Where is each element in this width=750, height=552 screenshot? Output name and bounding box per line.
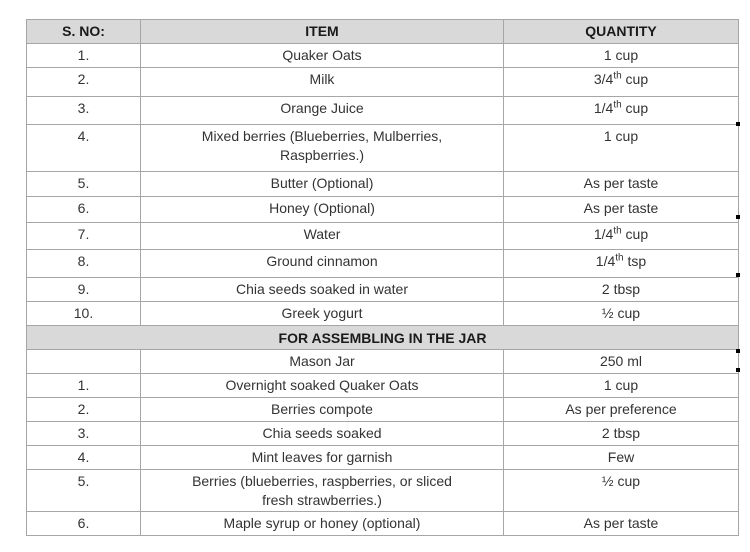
table-row (27, 250, 739, 278)
row-item: Orange Juice (141, 97, 504, 125)
row-quantity: Few (504, 446, 739, 470)
row-sno: 4. (27, 125, 141, 172)
row-sno: 8. (27, 250, 141, 278)
section-title: FOR ASSEMBLING IN THE JAR (27, 326, 739, 350)
edge-marker (736, 368, 740, 372)
row-sno: 1. (27, 374, 141, 398)
row-sno: 1. (27, 44, 141, 68)
row-sno: 5. (27, 470, 141, 512)
row-quantity (504, 250, 739, 278)
table-row (27, 125, 739, 172)
qty-superscript: th (615, 252, 624, 264)
row-quantity: ½ cup (504, 302, 739, 326)
table-row (27, 172, 739, 197)
row-item: Maple syrup or honey (optional) (141, 512, 504, 536)
row-sno: 6. (27, 197, 141, 223)
qty-base: 1/4 (593, 226, 614, 242)
row-quantity: As per taste (504, 197, 739, 223)
edge-marker (736, 349, 740, 353)
row-quantity (504, 97, 739, 125)
row-quantity: 1 cup (504, 44, 739, 68)
table-row (27, 446, 739, 470)
table-row (27, 398, 739, 422)
edge-marker (736, 122, 740, 126)
row-item: Honey (Optional) (141, 197, 504, 223)
recipe-table (26, 19, 739, 536)
row-item: Ground cinnamon (141, 250, 504, 278)
row-sno: 4. (27, 446, 141, 470)
row-sno (27, 350, 141, 374)
qty-base: 1/4 (593, 100, 614, 116)
row-quantity: As per preference (504, 398, 739, 422)
row-quantity (504, 223, 739, 250)
qty-unit: cup (621, 226, 649, 242)
table-row (27, 350, 739, 374)
table-row (27, 197, 739, 223)
section-header-row (27, 326, 739, 350)
table-row (27, 97, 739, 125)
row-sno: 2. (27, 68, 141, 97)
qty-superscript: th (613, 70, 622, 82)
header-quantity: QUANTITY (504, 20, 739, 44)
table-row (27, 68, 739, 97)
row-item: Overnight soaked Quaker Oats (141, 374, 504, 398)
row-quantity (504, 68, 739, 97)
row-sno: 3. (27, 422, 141, 446)
qty-unit: cup (621, 71, 649, 87)
table-row (27, 278, 739, 302)
row-item: Mint leaves for garnish (141, 446, 504, 470)
row-sno: 2. (27, 398, 141, 422)
edge-marker (736, 273, 740, 277)
item-line: Raspberries.) (279, 147, 365, 163)
row-sno: 10. (27, 302, 141, 326)
table-row (27, 374, 739, 398)
row-item: Mason Jar (141, 350, 504, 374)
item-line: fresh strawberries.) (262, 492, 382, 508)
row-quantity: As per taste (504, 512, 739, 536)
qty-base: 1/4 (595, 253, 616, 269)
row-quantity: 2 tbsp (504, 422, 739, 446)
qty-unit: cup (621, 100, 649, 116)
row-sno: 9. (27, 278, 141, 302)
qty-superscript: th (613, 99, 622, 111)
qty-superscript: th (613, 225, 622, 237)
row-quantity: 1 cup (504, 374, 739, 398)
item-line: Mixed berries (Blueberries, Mulberries, (201, 128, 443, 144)
row-item: Chia seeds soaked in water (141, 278, 504, 302)
row-sno: 5. (27, 172, 141, 197)
row-quantity: As per taste (504, 172, 739, 197)
header-sno: S. NO: (27, 20, 141, 44)
row-quantity: 2 tbsp (504, 278, 739, 302)
row-item: Greek yogurt (141, 302, 504, 326)
table-row (27, 302, 739, 326)
row-sno: 6. (27, 512, 141, 536)
table-row (27, 470, 739, 512)
qty-base: 3/4 (593, 71, 614, 87)
item-line: Berries (blueberries, raspberries, or sliced (192, 473, 452, 489)
row-item: Milk (141, 68, 504, 97)
row-item (141, 125, 504, 172)
table-row (27, 44, 739, 68)
header-item: ITEM (141, 20, 504, 44)
row-item (141, 470, 504, 512)
row-sno: 3. (27, 97, 141, 125)
table-row (27, 512, 739, 536)
row-item: Water (141, 223, 504, 250)
row-quantity: 250 ml (504, 350, 739, 374)
row-quantity: ½ cup (504, 470, 739, 512)
table-row (27, 422, 739, 446)
row-item: Butter (Optional) (141, 172, 504, 197)
row-item: Berries compote (141, 398, 504, 422)
row-sno: 7. (27, 223, 141, 250)
edge-marker (736, 215, 740, 219)
row-item: Quaker Oats (141, 44, 504, 68)
qty-unit: tsp (623, 253, 647, 269)
row-quantity: 1 cup (504, 125, 739, 172)
table-row (27, 223, 739, 250)
row-item: Chia seeds soaked (141, 422, 504, 446)
table-header-row (27, 20, 739, 44)
